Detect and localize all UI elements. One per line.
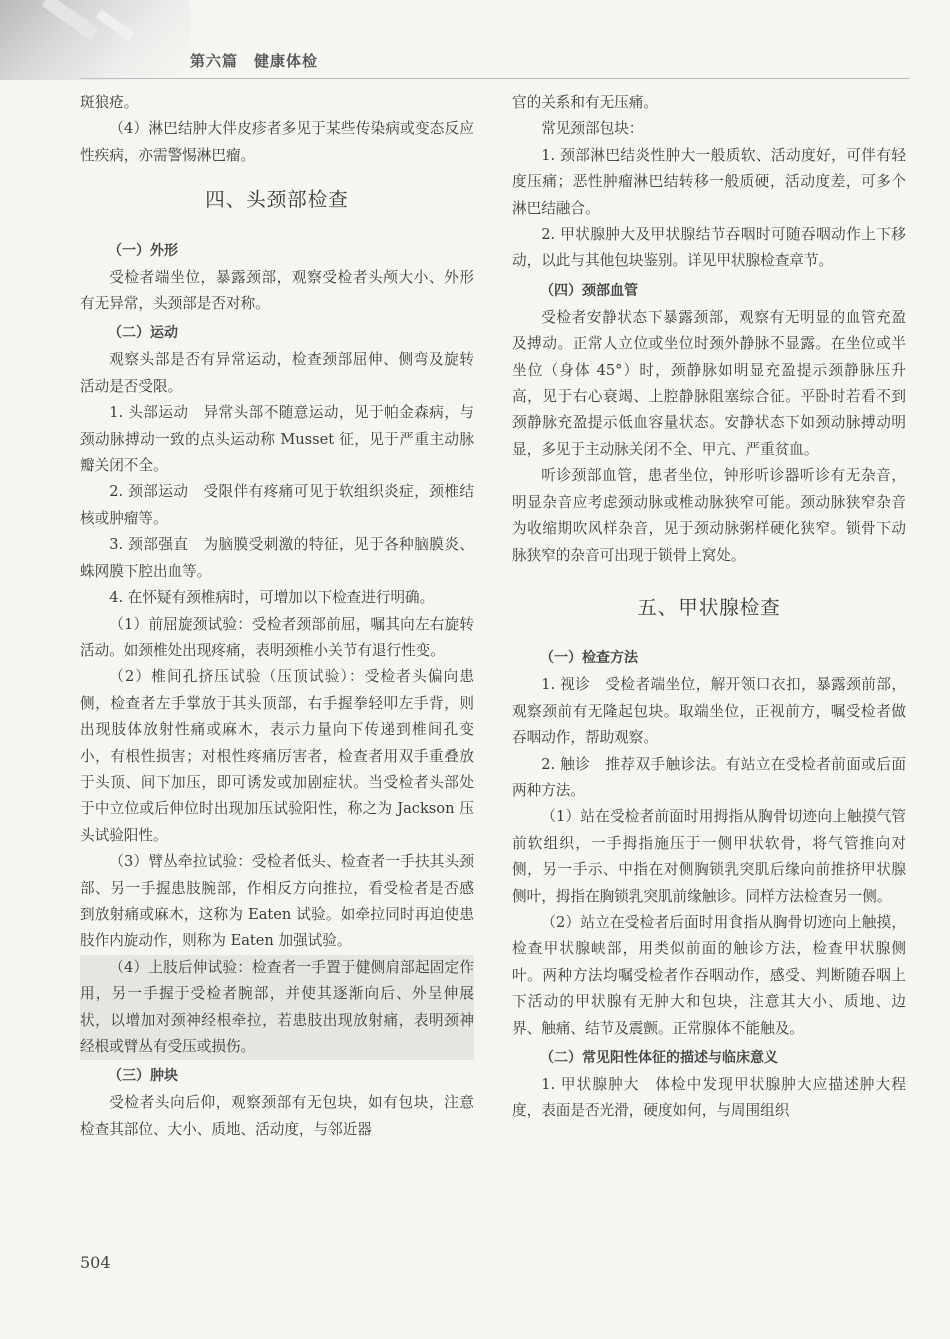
paragraph: （1）前屈旋颈试验：受检者颈部前屈，嘱其向左右旋转活动。如颈椎处出现疼痛，表明颈椎小关节有退行性变。 [80, 615, 474, 659]
paragraph: 斑狼疮。 [80, 94, 139, 111]
paragraph: 1. 甲状腺肿大 体检中发现甲状腺肿大应描述肿大程度，表面是否光滑，硬度如何，与周围组织 [512, 1076, 906, 1120]
paragraph: 受检者端坐位，暴露颈部，观察受检者头颅大小、外形有无异常，头颈部是否对称。 [80, 268, 474, 313]
paragraph: 听诊颈部血管，患者坐位，钟形听诊器听诊有无杂音，明显杂音应考虑颈动脉或椎动脉狭窄可能。颈动脉狭窄杂音为收缩期吹风样杂音，见于颈动脉粥样硬化狭窄。锁骨下动脉狭窄的杂音可出现于锁骨上窝处。 [512, 467, 906, 564]
subsection-heading: （一）外形 [108, 242, 178, 259]
paragraph: 1. 头部运动 异常头部不随意运动，见于帕金森病，与颈动脉搏动一致的点头运动称 Musset 征，见于严重主动脉瓣关闭不全。 [80, 404, 474, 475]
paragraph: 常见颈部包块： [541, 120, 644, 138]
paragraph: （2）站立在受检者后面时用食指从胸骨切迹向上触摸，检查甲状腺峡部，用类似前面的触诊方法，检查甲状腺侧叶。两种方法均嘱受检者作吞咽动作，感受、判断随吞咽上下活动的甲状腺有无肿大和包块，注意其大小、质地、边界、触痛、结节及震颤。正常腺体不能触及。 [512, 913, 906, 1037]
paragraph: 3. 颈部强直 为脑膜受刺激的特征，见于各种脑膜炎、蛛网膜下腔出血等。 [80, 536, 474, 580]
paragraph: （1）站在受检者前面时用拇指从胸骨切迹向上触摸气管前软组织，一手拇指施压于一侧甲状软骨，将气管推向对侧，另一手示、中指在对侧胸锁乳突肌后缘向前推挤甲状腺侧叶，拇指在胸锁乳突肌前缘触诊。同样方法检查另一侧。 [512, 808, 906, 905]
paragraph: （3）臂丛牵拉试验：受检者低头、检查者一手扶其头颈部、另一手握患肢腕部，作相反方向推拉，看受检者是否感到放射痛或麻木，这称为 Eaten 试验。如牵拉同时再迫使患肢作内旋动作，则称为 Eaten 加强试验。 [80, 853, 474, 950]
subsection-heading: （四）颈部血管 [540, 282, 638, 299]
paragraph: 2. 甲状腺肿大及甲状腺结节吞咽时可随吞咽动作上下移动，以此与其他包块鉴别。详见甲状腺检查章节。 [512, 226, 906, 270]
section-title: 五、甲状腺检查 [637, 595, 781, 619]
paragraph: （2）椎间孔挤压试验（压顶试验）：受检者头偏向患侧，检查者左手掌放于其头顶部，右手握拳轻叩左手背，则出现肢体放射性痛或麻木，表示力量向下传递到椎间孔变小，有根性损害；对根性疼痛厉害者，检查者用双手重叠放于头顶、间下加压，即可诱发或加剧症状。当受检者头部处于中立位或后伸位时出现加压试验阳性，称之为 Jackson 压头试验阳性。 [80, 668, 474, 844]
running-header: 第六篇 健康体检 [190, 52, 319, 70]
paragraph: 2. 触诊 推荐双手触诊法。有站立在受检者前面或后面两种方法。 [512, 755, 906, 799]
subsection-heading: （二）常见阳性体征的描述与临床意义 [540, 1050, 778, 1066]
header-rule [80, 78, 910, 79]
paragraph: 2. 颈部运动 受限伴有疼痛可见于软组织炎症，颈椎结核或肿瘤等。 [80, 483, 474, 527]
paragraph: 观察头部是否有异常运动，检查颈部屈伸、侧弯及旋转活动是否受限。 [80, 351, 474, 395]
paragraph: 受检者头向后仰，观察颈部有无包块，如有包块，注意检查其部位、大小、质地、活动度，与邻近器 [80, 1094, 474, 1138]
paragraph: （4）上肢后伸试验：检查者一手置于健侧肩部起固定作用，另一手握于受检者腕部，并使其逐渐向后、外呈伸展状，以增加对颈神经根牵拉，若患肢出现放射痛，表明颈神经根或臂丛有受压或损伤。 [80, 955, 474, 1061]
corner-decoration [0, 0, 190, 80]
paragraph: 受检者安静状态下暴露颈部，观察有无明显的血管充盈及搏动。正常人立位或坐位时颈外静脉不显露。在坐位或半坐位（身体 45°）时，颈静脉如明显充盈提示颈静脉压升高，见于右心衰竭、上腔静脉阻塞综合征。平卧时若看不到颈静脉充盈提示低血容量状态。安静状态下如颈动脉搏动明显，多见于主动脉关闭不全、甲亢、严重贫血。 [512, 308, 906, 458]
subsection-heading: （一）检查方法 [540, 650, 638, 667]
paragraph: （4）淋巴结肿大伴皮疹者多见于某些传染病或变态反应性疾病，亦需警惕淋巴瘤。 [80, 120, 474, 164]
right-column [512, 90, 906, 1125]
paragraph: 1. 视诊 受检者端坐位，解开领口衣扣，暴露颈前部，观察颈前有无隆起包块。取端坐位，正视前方，嘱受检者做吞咽动作，帮助观察。 [512, 676, 906, 747]
paragraph: 4. 在怀疑有颈椎病时，可增加以下检查进行明确。 [109, 589, 435, 607]
left-column [80, 90, 474, 1143]
subsection-heading: （二）运动 [108, 325, 178, 342]
paragraph: 官的关系和有无压痛。 [512, 94, 658, 111]
section-title: 四、头颈部检查 [205, 188, 349, 212]
page-number: 504 [80, 1253, 111, 1272]
paragraph: 1. 颈部淋巴结炎性肿大一般质软、活动度好，可伴有轻度压痛；恶性肿瘤淋巴结转移一般质硬，活动度差，可多个淋巴结融合。 [512, 146, 906, 217]
subsection-heading: （三）肿块 [108, 1068, 178, 1085]
